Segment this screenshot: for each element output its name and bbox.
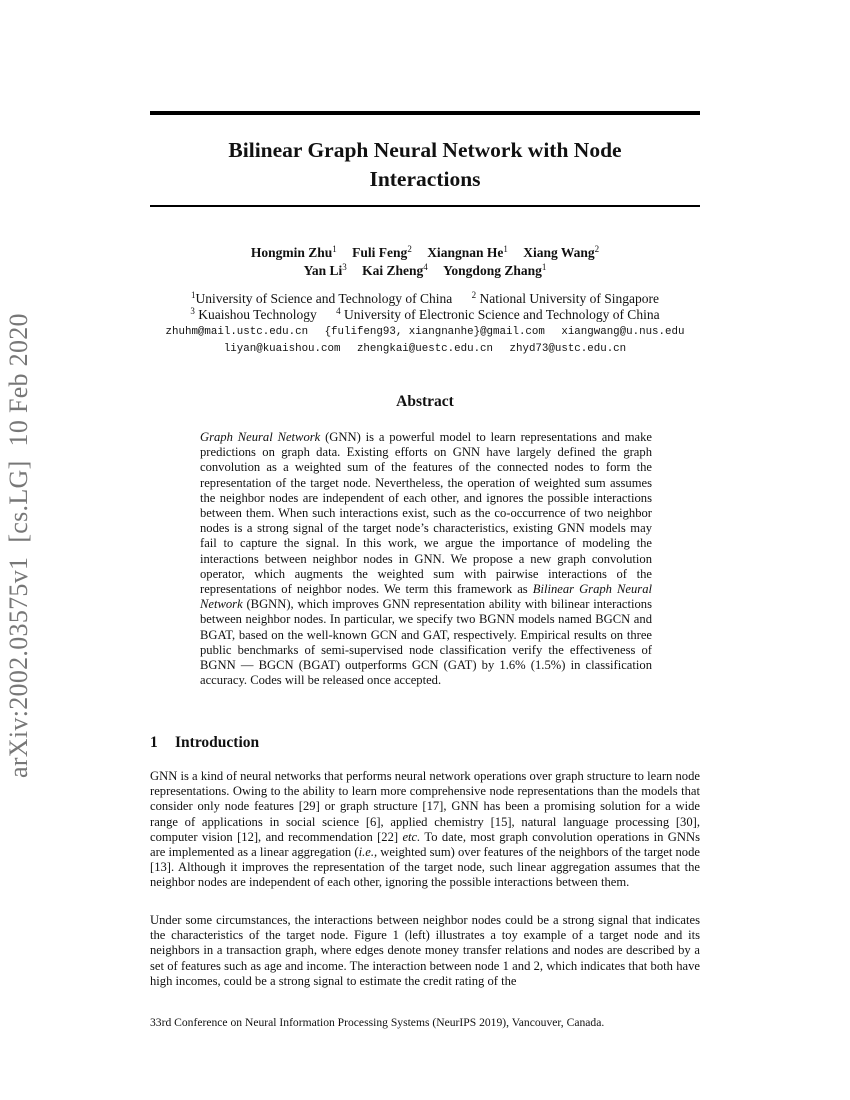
affiliation: $^3$ Kuaishou Technology: [190, 306, 317, 322]
conference-footnote: 33rd Conference on Neural Information Processing Systems (NeurIPS 2019), Vancouver, Canada.: [150, 1016, 605, 1029]
title-bottom-rule: [150, 205, 700, 207]
author-list: [150, 244, 700, 280]
section-heading-introduction: 1 Introduction: [150, 734, 260, 751]
author: Xiang Wang$^2$: [523, 244, 600, 260]
email: xiangwang@u.nus.edu: [561, 326, 685, 338]
author-emails: [130, 324, 720, 358]
arxiv-id: arXiv:2002.03575v1: [4, 556, 33, 778]
affiliation: $^2$ National University of Singapore: [471, 290, 660, 306]
affiliation-line-2: [150, 307, 700, 323]
arxiv-date: 10 Feb 2020: [4, 313, 33, 447]
author: Yan Li$^3$: [303, 262, 347, 278]
author: Hongmin Zhu$^1$: [250, 244, 337, 260]
email: liyan@kuaishou.com: [223, 343, 341, 355]
email: zhengkai@uestc.edu.cn: [356, 343, 494, 355]
email-line-2: [130, 341, 720, 358]
arxiv-category: [cs.LG]: [4, 460, 33, 543]
author-line-2: [150, 262, 700, 280]
email: {fulifeng93, xiangnanhe}@gmail.com: [324, 326, 545, 338]
paper-title: [150, 136, 700, 194]
top-rule: [150, 111, 700, 115]
email: zhuhm@mail.ustc.edu.cn: [165, 326, 309, 338]
title-line-2: Interactions: [369, 167, 481, 191]
email: zhyd73@ustc.edu.cn: [509, 343, 627, 355]
author-line-1: [150, 244, 700, 262]
affiliations: [150, 291, 700, 323]
author: Fuli Feng$^2$: [352, 244, 412, 260]
title-line-1: Bilinear Graph Neural Network with Node: [228, 138, 622, 162]
abstract-text: Graph Neural Network (GNN) is a powerful model to learn representations and make predictions on graph data. Existing efforts on GNN have largely defined the graph convolution as a weighted sum of the features of the connected nodes to form the representation of the target node. Nevertheless, the operation of weighted sum assumes the neighbor nodes are independent of each other, and ignores the possible interactions between them. When such interactions exist, such as the co-occurrence of two neighbor nodes is a strong signal of the target node’s characteristics, existing GNN models may fail to capture the signal. In this work, we argue the importance of modeling the interactions between neighbor nodes in GNN. We propose a new graph convolution operator, which augments the weighted sum with pairwise interactions of the representations of neighbor nodes. We term this framework as Bilinear Graph Neural Network (BGNN), which improves GNN representation ability with bilinear interactions between neighbor nodes. In particular, we specify two BGNN models named BGCN and BGAT, based on the well-known GCN and GAT, respectively. Empirical results on three public benchmarks of semi-supervised node classification verify the effectiveness of BGNN — BGCN (BGAT) outperforms GCN (GAT) by 1.6% (1.5%) in classification accuracy. Codes will be released once accepted.: [200, 430, 652, 688]
abstract-heading: Abstract: [396, 393, 454, 410]
arxiv-stamp: [4, 278, 34, 778]
author: Kai Zheng$^4$: [362, 262, 428, 278]
intro-paragraph-1: GNN is a kind of neural networks that performs neural network operations over graph structure to learn node representations. Owing to the ability to learn more comprehensive node representations than the models that consider only node features [29] or graph structure [17], GNN has been a promising solution for a wide range of applications in social science [6], applied chemistry [15], natural language processing [30], computer vision [12], and recommendation [22] etc. To date, most graph convolution operations in GNNs are implemented as a linear aggregation (i.e., weighted sum) over features of the neighbors of the target node [13]. Although it improves the representation of the target node, such linear aggregation assumes that the neighbor nodes are independent of each other, ignoring the possible interactions between them.: [150, 769, 700, 890]
affiliation: $^4$ University of Electronic Science and Technology of China: [336, 306, 660, 322]
email-line-1: [130, 324, 720, 341]
affiliation-line-1: [150, 291, 700, 307]
author: Yongdong Zhang$^1$: [443, 262, 547, 278]
intro-paragraph-2: Under some circumstances, the interactions between neighbor nodes could be a strong signal that indicates the characteristics of the target node. Figure 1 (left) illustrates a toy example of a target node and its neighbors in a transaction graph, where edges denote money transfer relations and nodes are described by a set of features such as age and income. The interaction between node 1 and 2, which indicates that both have high incomes, could be a strong signal to estimate the credit rating of the: [150, 913, 700, 988]
author: Xiangnan He$^1$: [427, 244, 508, 260]
affiliation: $^1$University of Science and Technology of China: [190, 290, 453, 306]
